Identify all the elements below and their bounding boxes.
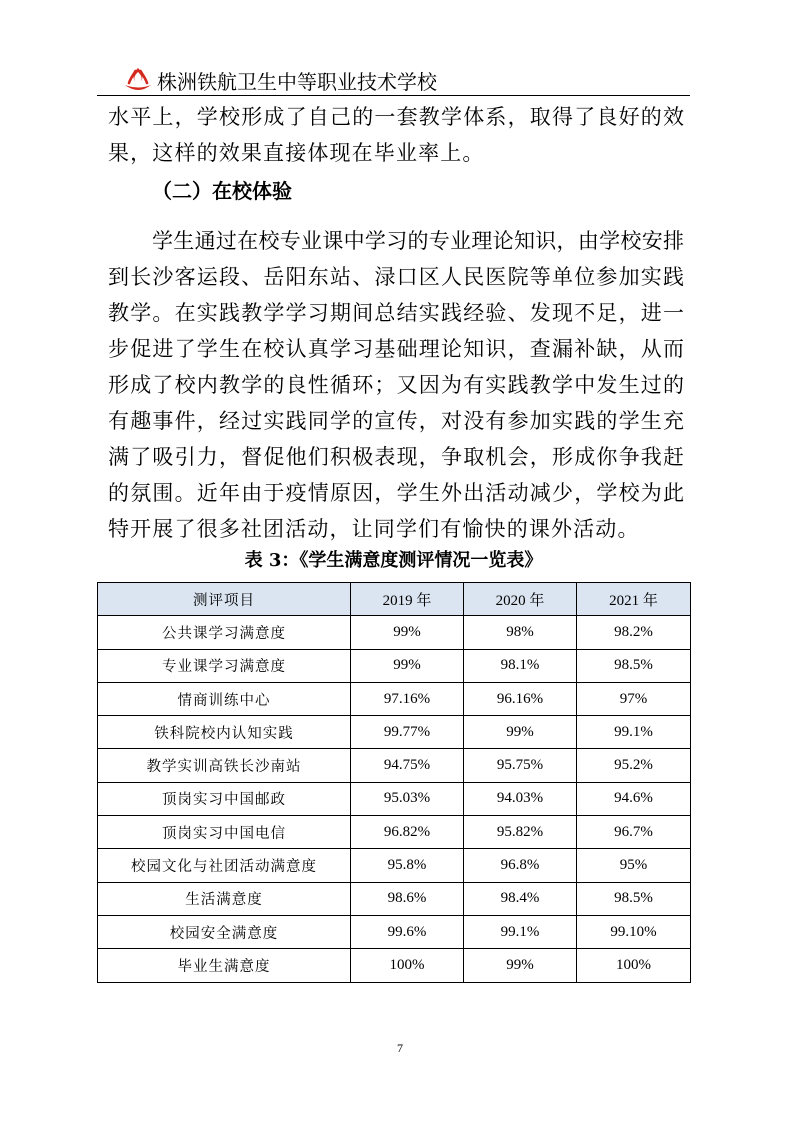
cell-2019: 99.77% [351, 716, 464, 749]
cell-2019: 98.6% [351, 882, 464, 915]
cell-2019: 99% [351, 649, 464, 682]
paragraph-line: 形成了校内教学的良性循环；又因为有实践教学中发生过的 [108, 373, 684, 397]
cell-item: 生活满意度 [98, 882, 351, 915]
table-row [98, 616, 691, 649]
cell-2019: 96.82% [351, 816, 464, 849]
table-row [98, 849, 691, 882]
paragraph-line: 满了吸引力，督促他们积极表现，争取机会，形成你争我赶 [108, 445, 684, 469]
table-row [98, 749, 691, 782]
cell-item: 校园安全满意度 [98, 915, 351, 948]
page-number: 7 [397, 1041, 403, 1055]
cell-2021: 94.6% [577, 782, 691, 815]
cell-item: 毕业生满意度 [98, 949, 351, 982]
cell-2020: 95.82% [464, 816, 577, 849]
cell-2019: 99.6% [351, 915, 464, 948]
header-2020: 2020 年 [464, 583, 577, 616]
cell-item: 情商训练中心 [98, 682, 351, 715]
table-row [98, 949, 691, 982]
cell-item: 教学实训高铁长沙南站 [98, 749, 351, 782]
cell-2021: 98.5% [577, 882, 691, 915]
cell-2020: 98% [464, 616, 577, 649]
cell-2020: 94.03% [464, 782, 577, 815]
cell-2020: 98.1% [464, 649, 577, 682]
cell-item: 校园文化与社团活动满意度 [98, 849, 351, 882]
cell-item: 顶岗实习中国邮政 [98, 782, 351, 815]
table-row [98, 816, 691, 849]
paragraph-line: 到长沙客运段、岳阳东站、渌口区人民医院等单位参加实践 [108, 265, 684, 289]
table-header-row [98, 583, 691, 616]
cell-2019: 99% [351, 616, 464, 649]
header-2019: 2019 年 [351, 583, 464, 616]
paragraph-line: 果，这样的效果直接体现在毕业率上。 [108, 141, 485, 165]
cell-item: 专业课学习满意度 [98, 649, 351, 682]
cell-item: 铁科院校内认知实践 [98, 716, 351, 749]
table-row [98, 882, 691, 915]
cell-2020: 99% [464, 716, 577, 749]
cell-2019: 100% [351, 949, 464, 982]
cell-2021: 98.5% [577, 649, 691, 682]
header-divider [97, 95, 690, 96]
paragraph-line: 步促进了学生在校认真学习基础理论知识，查漏补缺，从而 [108, 337, 684, 361]
cell-2021: 98.2% [577, 616, 691, 649]
paragraph-line: 学生通过在校专业课中学习的专业理论知识，由学校安排 [152, 229, 684, 253]
header-item: 测评项目 [98, 583, 351, 616]
cell-2020: 99% [464, 949, 577, 982]
table-row [98, 716, 691, 749]
paragraph-line: 特开展了很多社团活动，让同学们有愉快的课外活动。 [108, 517, 640, 541]
paragraph-line: 有趣事件，经过实践同学的宣传，对没有参加实践的学生充 [108, 409, 684, 433]
school-name: 株洲铁航卫生中等职业技术学校 [157, 70, 437, 94]
cell-2021: 99.1% [577, 716, 691, 749]
cell-item: 顶岗实习中国电信 [98, 816, 351, 849]
school-emblem-icon [122, 66, 154, 94]
cell-2020: 98.4% [464, 882, 577, 915]
cell-2021: 99.10% [577, 915, 691, 948]
table-row [98, 782, 691, 815]
cell-2019: 94.75% [351, 749, 464, 782]
satisfaction-table [97, 582, 691, 983]
cell-2021: 100% [577, 949, 691, 982]
table-row [98, 915, 691, 948]
table-row [98, 649, 691, 682]
table-caption: 表 3：《学生满意度测评情况一览表》 [244, 550, 543, 571]
cell-2021: 95% [577, 849, 691, 882]
paragraph-line: 教学。在实践教学学习期间总结实践经验、发现不足，进一 [108, 301, 684, 325]
cell-2021: 95.2% [577, 749, 691, 782]
cell-2020: 96.16% [464, 682, 577, 715]
paragraph-line: 的氛围。近年由于疫情原因，学生外出活动减少，学校为此 [108, 481, 684, 505]
cell-2019: 95.03% [351, 782, 464, 815]
cell-2019: 95.8% [351, 849, 464, 882]
cell-2019: 97.16% [351, 682, 464, 715]
table-row [98, 682, 691, 715]
section-heading: （二）在校体验 [152, 179, 292, 203]
cell-item: 公共课学习满意度 [98, 616, 351, 649]
cell-2020: 96.8% [464, 849, 577, 882]
cell-2020: 99.1% [464, 915, 577, 948]
paragraph-line: 水平上，学校形成了自己的一套教学体系，取得了良好的效 [108, 105, 684, 129]
cell-2021: 97% [577, 682, 691, 715]
header-2021: 2021 年 [577, 583, 691, 616]
cell-2020: 95.75% [464, 749, 577, 782]
cell-2021: 96.7% [577, 816, 691, 849]
